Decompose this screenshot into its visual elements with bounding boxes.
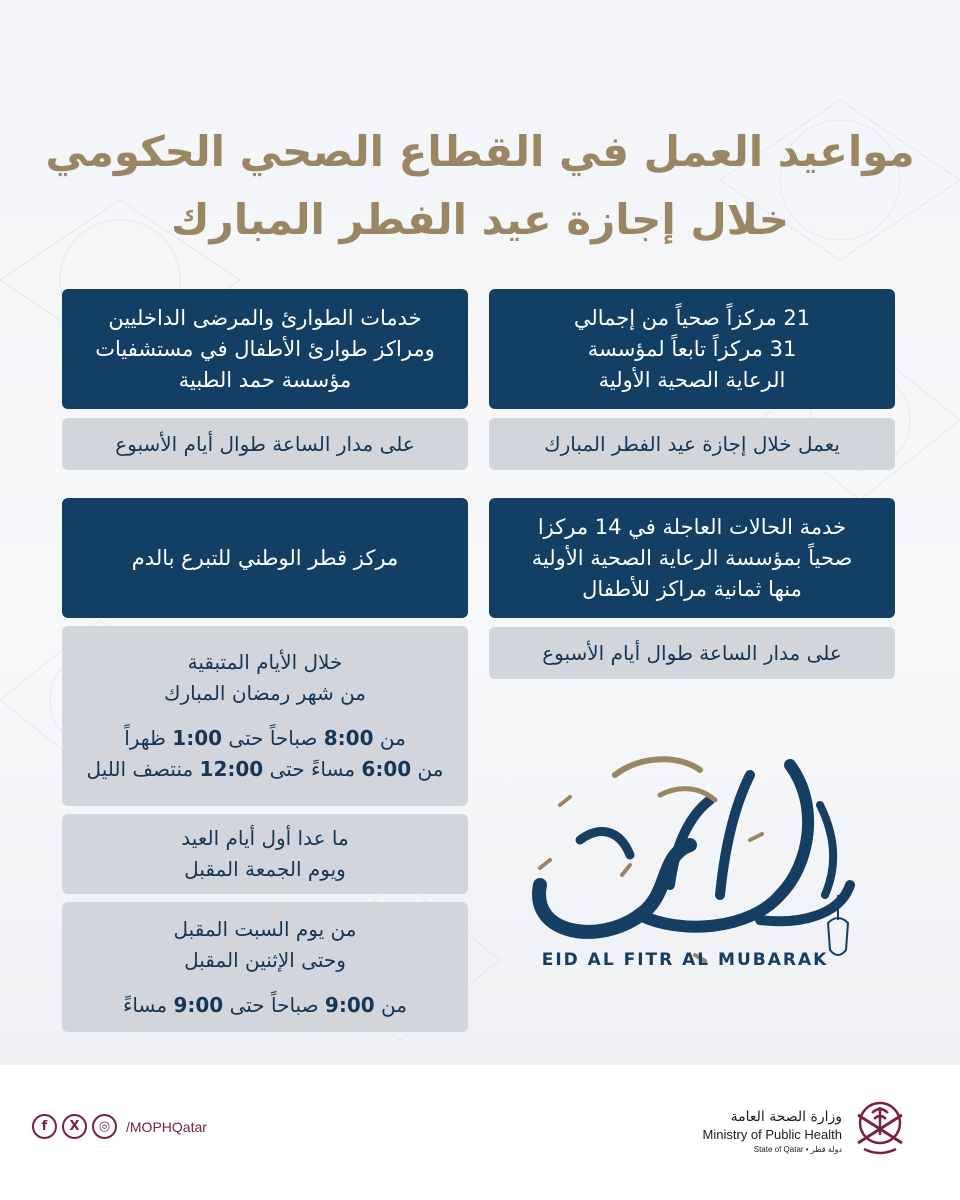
eid-latin-text: EID AL FITR AL MUBARAK (541, 950, 829, 970)
ministry-name-block (703, 1108, 842, 1156)
x-icon[interactable]: X (62, 1114, 87, 1139)
post-eid-line: وحتى الإثنين المقبل (184, 947, 346, 972)
phc-line: الرعاية الصحية الأولية (598, 367, 786, 392)
phc-centers-detail (489, 418, 895, 470)
state-of-qatar-label: State of Qatar • دولة قطر (753, 1145, 842, 1154)
facebook-icon[interactable]: f (32, 1114, 57, 1139)
phc-centers-card (489, 289, 895, 409)
hmc-line: مؤسسة حمد الطبية (178, 367, 352, 392)
post-eid-line: من يوم السبت المقبل (173, 916, 357, 941)
ramadan-slot-morning: من 8:00 صباحاً حتى 1:00 ظهراً (124, 726, 406, 750)
exception-line: ما عدا أول أيام العيد (181, 826, 349, 850)
ministry-name-english: Ministry of Public Health (702, 1127, 842, 1142)
urgent-line: صحياً بمؤسسة الرعاية الصحية الأولية (531, 545, 853, 570)
ramadan-line: من شهر رمضان المبارك (164, 681, 367, 705)
page-title-line2: خلال إجازة عيد الفطر المبارك (171, 195, 789, 244)
urgent-care-card (489, 498, 895, 618)
social-handle[interactable]: /MOPHQatar (126, 1118, 207, 1135)
hmc-detail-text: على مدار الساعة طوال أيام الأسبوع (115, 431, 415, 456)
ministry-name-arabic: وزارة الصحة العامة (730, 1109, 842, 1125)
hmc-emergency-detail (62, 418, 468, 470)
hmc-line: ومراكز طوارئ الأطفال في مستشفيات (95, 336, 435, 361)
post-eid-hours-card (62, 902, 468, 1032)
hmc-emergency-card (62, 289, 468, 409)
ramadan-line: خلال الأيام المتبقية (187, 650, 343, 674)
social-links (32, 1114, 207, 1139)
phc-line: 31 مركزاً تابعاً لمؤسسة (587, 336, 797, 361)
blood-donation-card (62, 498, 468, 618)
phc-detail-text: يعمل خلال إجازة عيد الفطر المبارك (544, 431, 840, 456)
eid-calligraphy-icon (520, 745, 860, 975)
blood-donation-title: مركز قطر الوطني للتبرع بالدم (131, 545, 399, 570)
page-title-line1: مواعيد العمل في القطاع الصحي الحكومي (45, 127, 915, 176)
ramadan-slot-evening: من 6:00 مساءً حتى 12:00 منتصف الليل (86, 757, 444, 781)
phc-line: 21 مركزاً صحياً من إجمالي (573, 305, 811, 330)
hmc-line: خدمات الطوارئ والمرضى الداخليين (108, 305, 422, 330)
ramadan-hours-card (62, 626, 468, 806)
urgent-line: خدمة الحالات العاجلة في 14 مركزا (537, 514, 847, 539)
urgent-line: منها ثمانية مراكز للأطفال (582, 576, 802, 601)
eid-exception-card (62, 814, 468, 894)
urgent-care-detail (489, 627, 895, 679)
instagram-icon[interactable]: ◎ (92, 1114, 117, 1139)
post-eid-slot: من 9:00 صباحاً حتى 9:00 مساءً (123, 992, 407, 1017)
exception-line: ويوم الجمعة المقبل (184, 857, 346, 881)
urgent-detail-text: على مدار الساعة طوال أيام الأسبوع (542, 640, 842, 665)
qatar-emblem-icon (850, 1095, 910, 1157)
